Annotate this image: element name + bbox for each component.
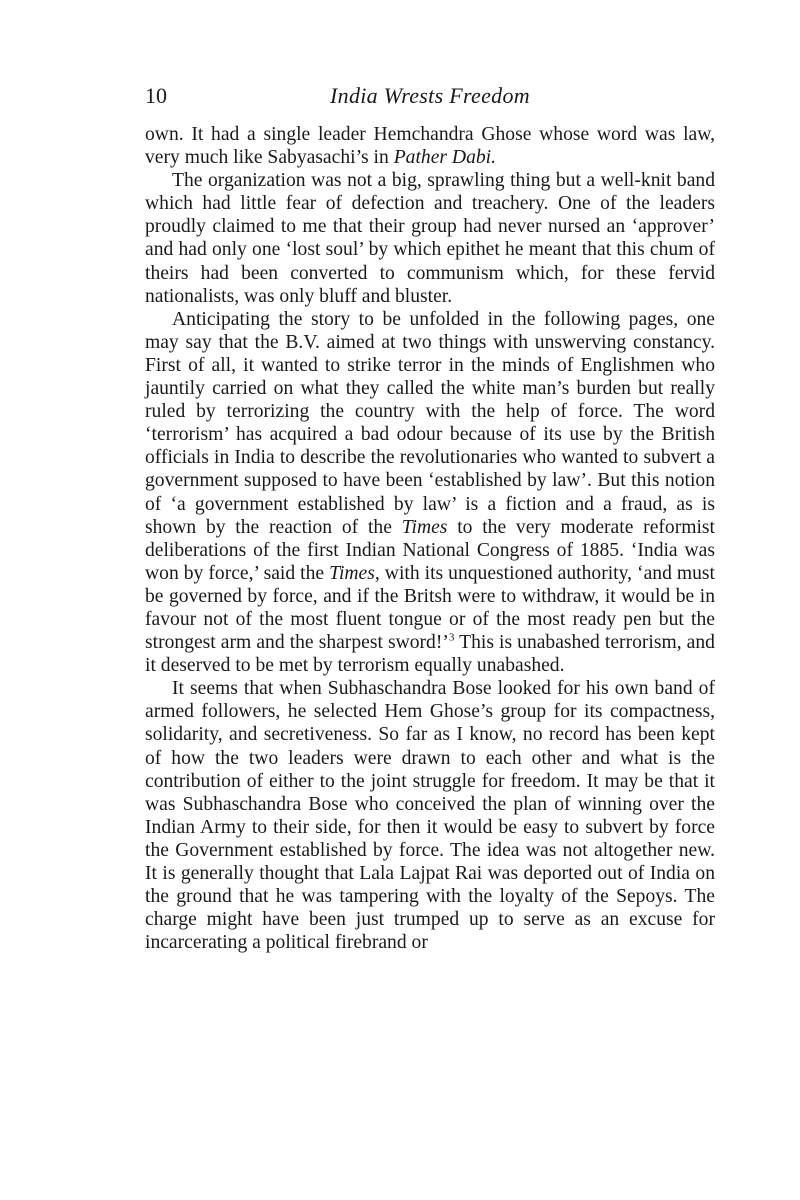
page-header — [145, 82, 715, 114]
paragraph-3 — [145, 308, 715, 678]
running-title: India Wrests Freedom — [330, 83, 530, 108]
paragraph-3-text-b: to the very moderate reformist deliberations of the first Indian National Congress of 1885. ‘India was won by force,’ said the — [145, 516, 715, 584]
paragraph-4-text: It seems that when Subhaschandra Bose looked for his own band of armed followers, he selected Hem Ghose’s group for its compactness, solidarity, and secretiveness. So far as I know, no record has been kept of how the two leaders were drawn to each other and what is the contribution of either to the joint struggle for freedom. It may be that it was Subhaschandra Bose who conceived the plan of winning over the Indian Army to their side, for then it would be easy to subvert by force the Government established by force. The idea was not altogether new. It is generally thought that Lala Lajpat Rai was deported out of India on the ground that he was tampering with the loyalty of the Sepoys. The charge might have been just trumped up to serve as an excuse for incarcerating a political firebrand or — [145, 678, 715, 954]
book-page — [145, 82, 715, 954]
page-number: 10 — [145, 83, 167, 108]
book-title-pather-dabi: Pather Dabi. — [393, 147, 496, 169]
newspaper-title-times: Times — [329, 562, 375, 584]
paragraph-3-text-c: , with its unquestioned authority, ‘and must be governed by force, and if the Britsh were to withdraw, it would be in favour not of the most fluent tongue or of the most ready pen but the strongest arm and the sharpest sword!’ — [145, 562, 715, 654]
paragraph-3-text-d: This is unabashed terrorism, and it deserved to be met by terrorism equally unabashed. — [145, 632, 715, 677]
paragraph-2-text: The organization was not a big, sprawling thing but a well-knit band which had little fear of defection and treachery. One of the leaders proudly claimed to me that their group had never nursed an ‘approver’ and had only one ‘lost soul’ by which epithet he meant that this chum of theirs had been converted to communism which, for these fervid nationalists, was only bluff and bluster. — [145, 170, 715, 307]
paragraph-3-text-a: Anticipating the story to be unfolded in the following pages, one may say that the B.V. aimed at two things with unswerving constancy. First of all, it wanted to strike terror in the minds of Englishmen who jauntily carried on what they called the white man’s burden but really ruled by terrorizing the country with the help of force. The word ‘terrorism’ has acquired a bad odour because of its use by the British officials in India to describe the revolutionaries who wanted to subvert a government supposed to have been ‘established by law’. But this notion of ‘a government established by law’ is a fiction and a fraud, as is shown by the reaction of the — [145, 308, 715, 538]
paragraph-1 — [145, 123, 715, 169]
paragraph-4 — [145, 677, 715, 954]
newspaper-title-times: Times — [401, 516, 448, 538]
paragraph-2 — [145, 169, 715, 308]
footnote-reference: 3 — [448, 631, 455, 644]
body-text — [145, 123, 715, 954]
paragraph-1-text: own. It had a single leader Hemchandra Ghose whose word was law, very much like Sabyasachi’s in — [145, 124, 715, 169]
